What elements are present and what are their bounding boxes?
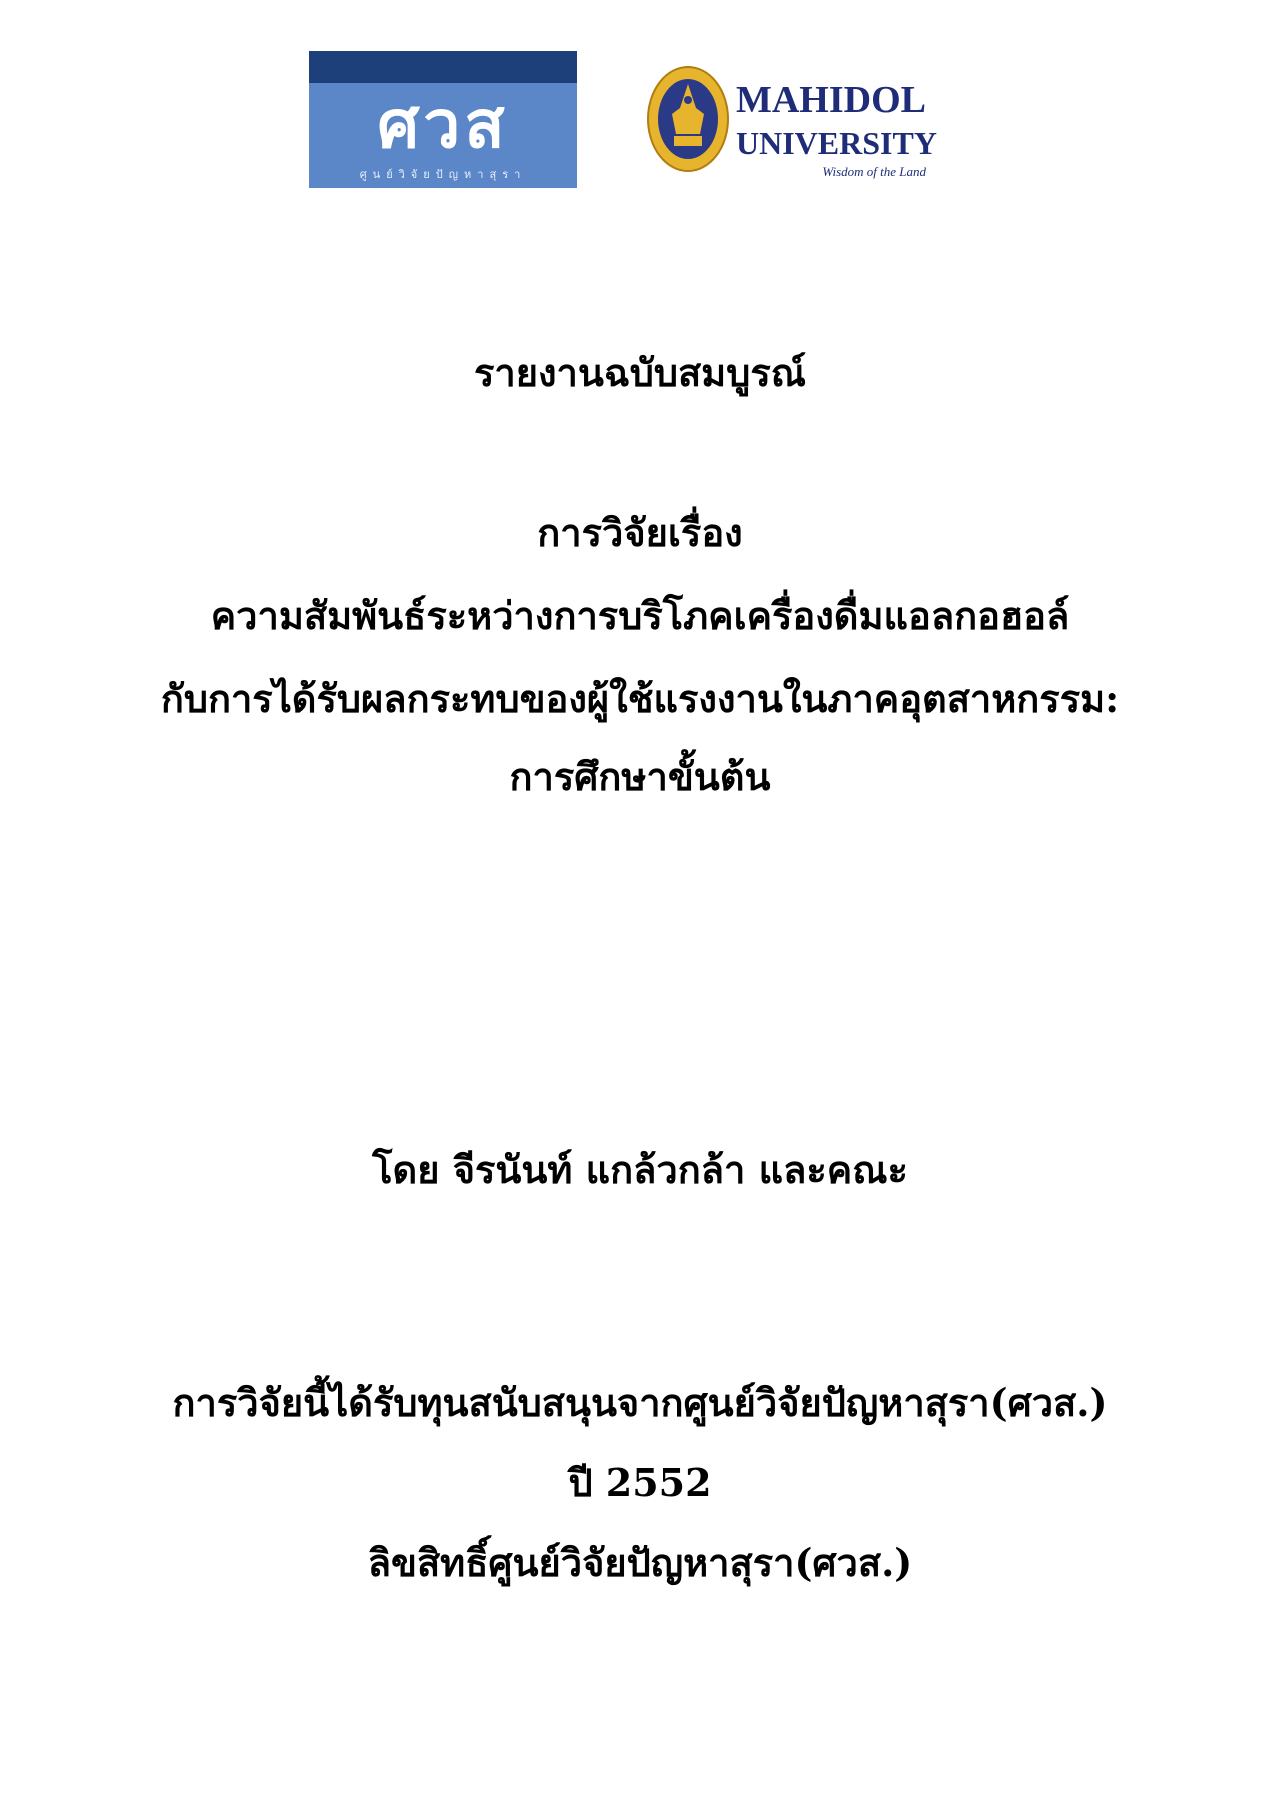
research-label: การวิจัยเรื่อง [537, 510, 743, 555]
mahidol-tagline: Wisdom of the Land [822, 164, 926, 179]
year-line: ปี 2552 [568, 1460, 712, 1505]
mahidol-logo [646, 64, 937, 188]
funding-line: การวิจัยนี้ได้รับทุนสนับสนุนจากศูนย์วิจัยปัญหาสุรา(ศวส.) [172, 1380, 1108, 1425]
copyright-line: ลิขสิทธิ์ศูนย์วิจัยปัญหาสุรา(ศวส.) [367, 1540, 913, 1585]
cas-logo [309, 51, 577, 188]
cas-logo-subtext: ศูนย์วิจัยปัญหาสุรา [359, 168, 527, 181]
cas-logo-text: ศวส [377, 86, 509, 163]
mahidol-seal-icon [646, 64, 730, 174]
title-line-2: กับการได้รับผลกระทบของผู้ใช้แรงงานในภาคอุตสาหกรรม: [160, 676, 1120, 721]
mahidol-university: UNIVERSITY [736, 125, 937, 161]
cas-logo-band [309, 51, 577, 83]
author-line: โดย จีรนันท์ แกล้วกล้า และคณะ [372, 1147, 908, 1192]
title-line-1: ความสัมพันธ์ระหว่างการบริโภคเครื่องดื่มแอลกอฮอล์ [210, 593, 1070, 638]
mahidol-name: MAHIDOL [736, 79, 926, 121]
report-type: รายงานฉบับสมบูรณ์ [473, 350, 807, 395]
title-line-3: การศึกษาขั้นต้น [509, 754, 771, 799]
